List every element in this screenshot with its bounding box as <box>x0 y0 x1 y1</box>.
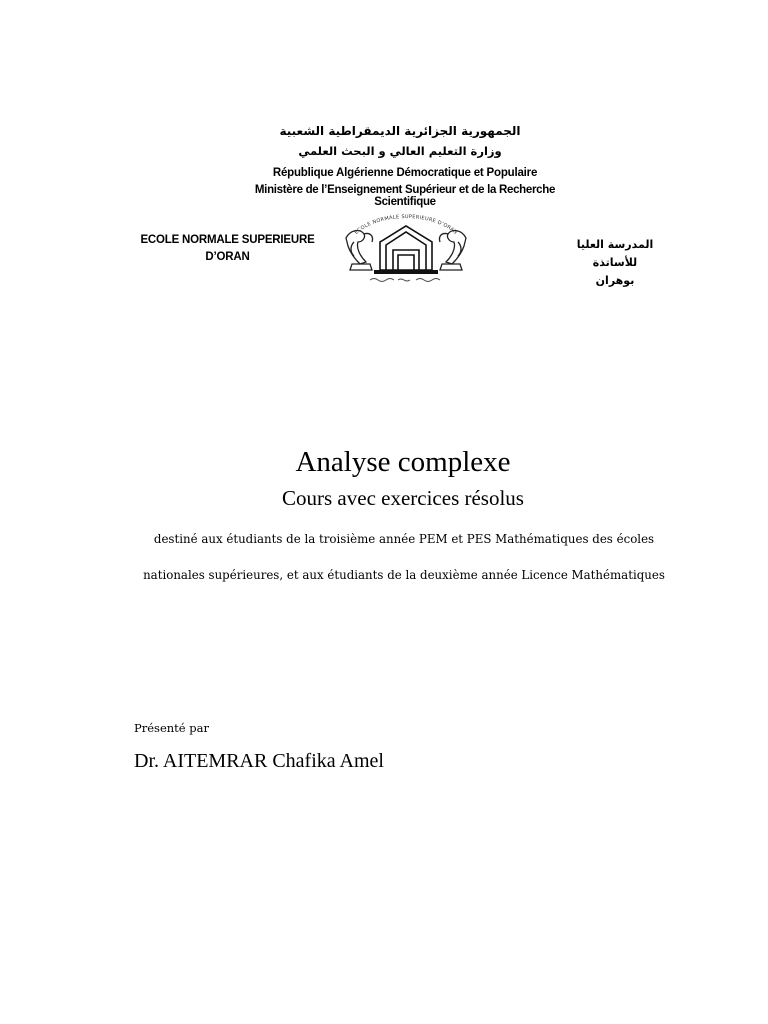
document-title: Analyse complexe <box>295 446 511 478</box>
header-arabic-ministry: وزارة التعليم العالي و البحث العلمي <box>298 144 502 158</box>
author-name: Dr. AITEMRAR Chafika Amel <box>134 750 384 772</box>
presented-by-label: Présenté par <box>134 721 209 735</box>
document-subtitle: Cours avec exercices résolus <box>282 486 524 510</box>
document-description-line-1: destiné aux étudiants de la troisième année PEM et PES Mathématiques des écoles <box>153 532 655 546</box>
school-name-arabic-line-1: المدرسة العليا للأساتذة <box>576 238 654 269</box>
document-description-line-2: nationales supérieures, et aux étudiants de la deuxième année Licence Mathématiques <box>143 568 665 582</box>
header-french-republic: République Algérienne Démocratique et Populaire <box>272 167 538 179</box>
header-french-ministry: Ministère de l’Enseignement Supérieur et de la Recherche Scientifique <box>254 184 556 208</box>
school-emblem-icon <box>330 212 482 284</box>
school-name-french-line-1: ECOLE NORMALE SUPERIEURE <box>140 234 315 246</box>
school-name-french-line-2: D’ORAN <box>205 251 250 263</box>
school-name-arabic-line-2: بوهران <box>595 274 635 287</box>
header-arabic-republic: الجمهورية الجزائرية الديمقراطية الشعبية <box>279 124 521 138</box>
school-name-arabic <box>560 236 670 290</box>
school-name-french <box>140 232 315 266</box>
svg-text:ECOLE NORMALE SUPERIEURE D’ORA: ECOLE NORMALE SUPERIEURE D’ORAN <box>353 213 459 236</box>
